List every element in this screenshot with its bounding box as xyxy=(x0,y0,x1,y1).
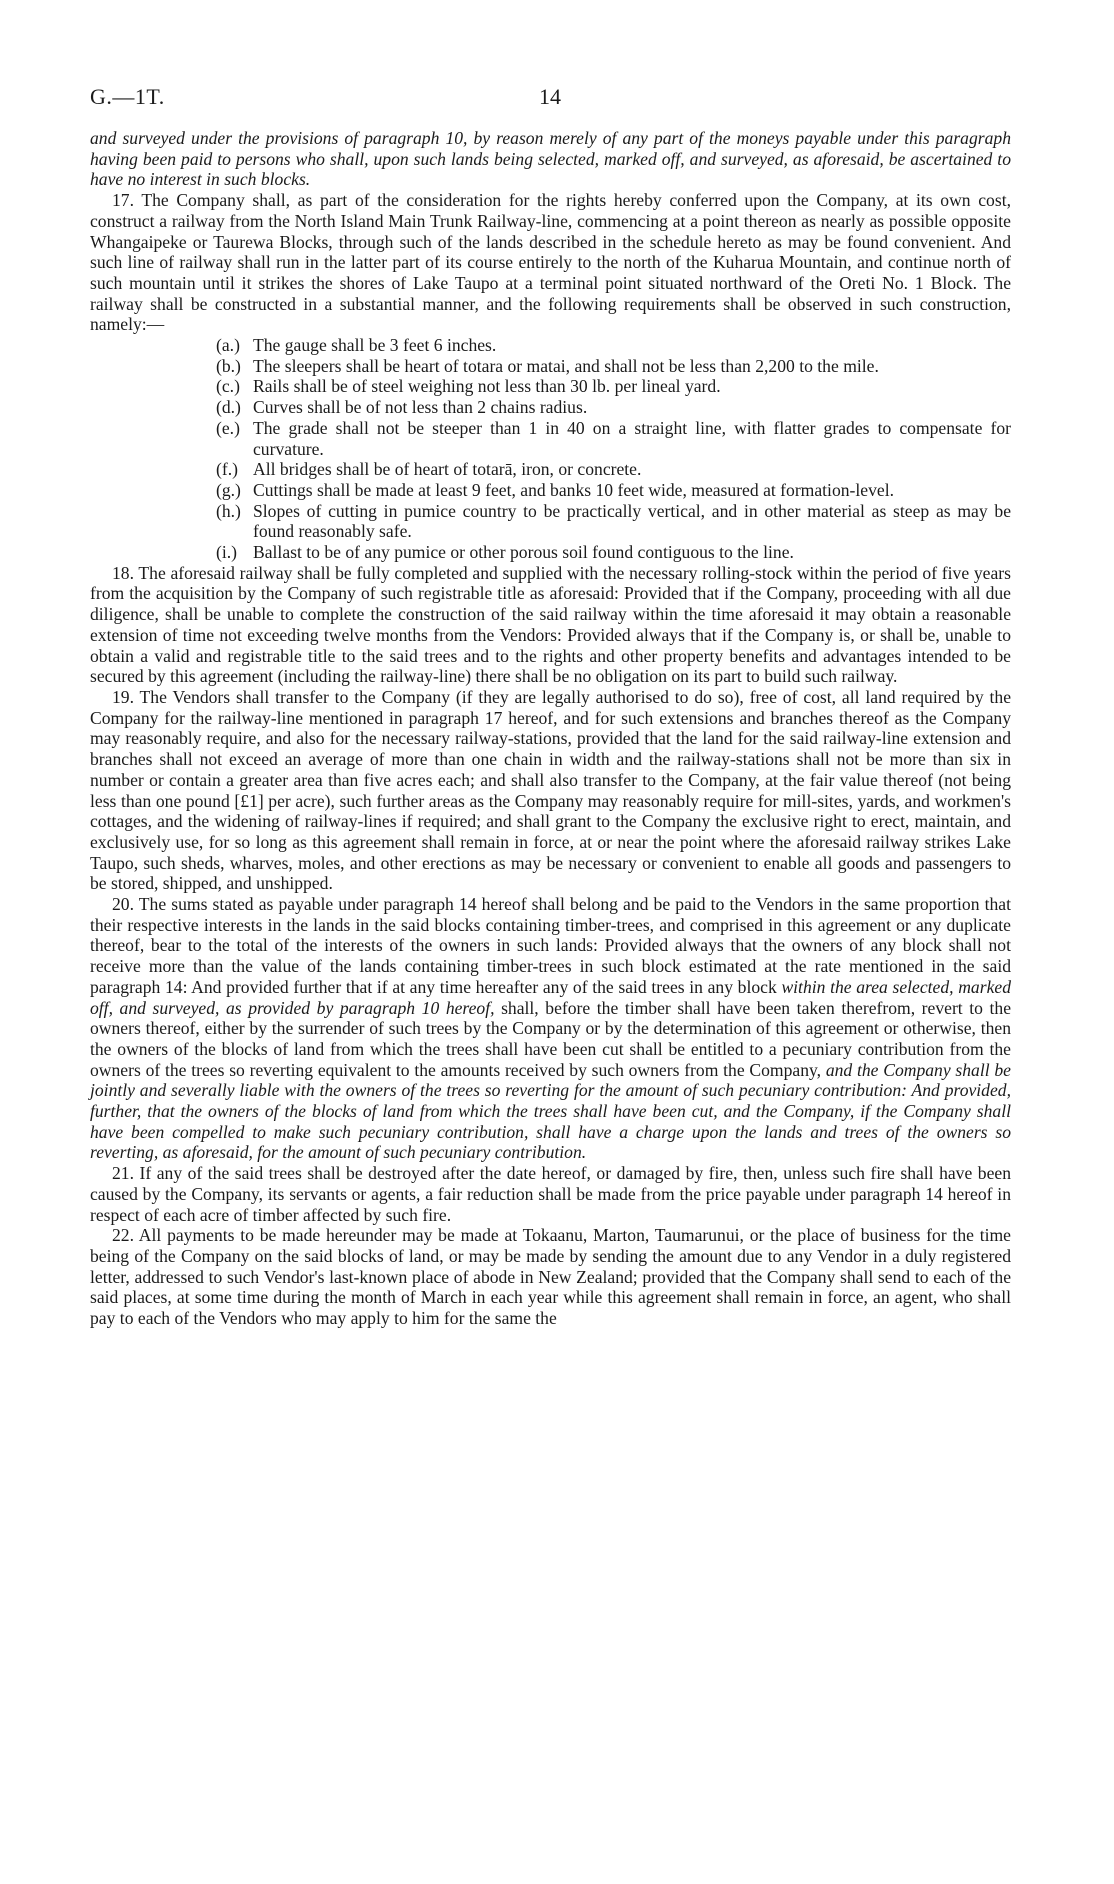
paragraph-22: 22. All payments to be made hereunder may be made at Tokaanu, Marton, Taumarunui, or the place of business for the time being of the Company on the said blocks of land, or may be made by sending the amount due to any Vendor in a duly registered letter, addressed to such Vendor's last-known place of abode in New Zealand; provided that the Company shall send to each of the said places, at some time during the month of March in each year while this agreement shall remain in force, an agent, who shall pay to each of the Vendors who may apply to him for the same the xyxy=(90,1225,1011,1329)
document-reference: G.—1T. xyxy=(90,84,165,109)
requirement-text: Slopes of cutting in pumice country to be practically vertical, and in other material as steep as may be found reasonably safe. xyxy=(253,500,1011,542)
requirement-item xyxy=(90,376,1011,397)
requirement-item xyxy=(90,418,1011,459)
requirement-text: The grade shall not be steeper than 1 in 40 on a straight line, with flatter grades to compensate for curvature. xyxy=(253,417,1011,459)
requirement-text: Rails shall be of steel weighing not less than 30 lb. per lineal yard. xyxy=(253,376,721,397)
requirement-label: (b.) xyxy=(216,355,241,376)
requirement-label: (i.) xyxy=(216,542,238,563)
requirement-label: (f.) xyxy=(216,459,238,480)
requirement-text: All bridges shall be of heart of totarā, iron, or concrete. xyxy=(253,459,642,480)
requirement-item xyxy=(90,335,1011,356)
requirement-label: (g.) xyxy=(216,479,241,500)
paragraph-17: 17. The Company shall, as part of the consideration for the rights hereby conferred upon the Company, at its own cost, construct a railway from the North Island Main Trunk Railway-line, commencing at a point thereon as nearly as possible opposite Whangaipeke or Taurewa Blocks, through such of the lands described in the schedule hereto as may be found convenient. And such line of railway shall run in the latter part of its course entirely to the north of the Kuharua Mountain, and continue north of such mountain until it strikes the shores of Lake Taupo at a terminal point situated northward of the Oreti No. 1 Block. The railway shall be constructed in a substantial manner, and the following requirements shall be observed in such construction, namely:— xyxy=(90,190,1011,335)
requirement-text: The sleepers shall be heart of totara or matai, and shall not be less than 2,200 to the mile. xyxy=(253,355,879,376)
requirement-text: Ballast to be of any pumice or other porous soil found contiguous to the line. xyxy=(253,542,794,563)
requirement-label: (c.) xyxy=(216,376,240,397)
paragraph-20-text-b: shall, before the timber shall have been taken therefrom, revert to the owners thereof, either by the surrender of such trees by the Company or by the determination of this agreement or otherwise, then the owners of the blocks of land from which the trees shall have been cut shall be entitled to a pecuniary contribution from the owners of the trees so reverting equivalent to the amounts received by such owners from the Company, xyxy=(90,997,1011,1080)
requirement-item xyxy=(90,459,1011,480)
requirement-text: Cuttings shall be made at least 9 feet, and banks 10 feet wide, measured at formation-level. xyxy=(253,479,894,500)
requirement-item xyxy=(90,542,1011,563)
requirement-text: The gauge shall be 3 feet 6 inches. xyxy=(253,335,497,356)
paragraph-21: 21. If any of the said trees shall be destroyed after the date hereof, or damaged by fire, then, unless such fire shall have been caused by the Company, its servants or agents, a fair reduction shall be made from the price payable under paragraph 14 hereof in respect of each acre of timber affected by such fire. xyxy=(90,1163,1011,1225)
requirement-item xyxy=(90,480,1011,501)
paragraph-19: 19. The Vendors shall transfer to the Company (if they are legally authorised to do so), free of cost, all land required by the Company for the railway-line mentioned in paragraph 17 hereof, and for such extensions and branches thereof as the Company may reasonably require, and also for the necessary railway-stations, provided that the land for the said railway-line extension and branches shall not exceed an average of more than one chain in width and the railway-stations shall not be more than six in number or contain a greater area than five acres each; and shall also transfer to the Company, at the fair value thereof (not being less than one pound [£1] per acre), such further areas as the Company may reasonably require for mill-sites, yards, and workmen's cottages, and the widening of railway-lines if required; and shall grant to the Company the exclusive right to erect, maintain, and exclusively use, for so long as this agreement shall remain in force, at or near the point where the aforesaid railway strikes Lake Taupo, such sheds, wharves, moles, and other erections as may be necessary or convenient to enable all goods and passengers to be stored, shipped, and unshipped. xyxy=(90,686,1011,894)
requirement-label: (d.) xyxy=(216,397,241,418)
requirement-item xyxy=(90,501,1011,542)
opening-italic-text: and surveyed under the provisions of paragraph 10, by reason merely of any part of the moneys payable under this paragraph having been paid to persons who shall, upon such lands being selected, marked off, and surveyed, as aforesaid, be ascertained to have no interest in such blocks. xyxy=(90,128,1011,190)
requirement-label: (e.) xyxy=(216,417,240,438)
paragraph-20-text-a: 20. The sums stated as payable under paragraph 14 hereof shall belong and be paid to the Vendors in the same proportion that their respective interests in the lands in the said blocks containing timber-trees, and comprised in this agreement or any duplicate thereof, bear to the total of the interests of the owners in such lands: Provided always that the owners of any block shall not receive more than the value of the lands containing timber-trees in such block estimated at the rate mentioned in the said paragraph 14: And provided further that if at any time hereafter any of the said trees in any block xyxy=(90,894,1011,997)
page-header xyxy=(90,84,1011,128)
paragraph-20-italic-a: within the area selected, marked off, and surveyed, as provided by paragraph 10 hereof, xyxy=(90,976,1011,1018)
requirement-item xyxy=(90,397,1011,418)
construction-requirements-list xyxy=(90,335,1011,563)
requirement-label: (a.) xyxy=(216,335,240,356)
paragraph-18: 18. The aforesaid railway shall be fully completed and supplied with the necessary rolling-stock within the period of five years from the acquisition by the Company of such registrable title as aforesaid: Provided that if the Company, proceeding with all due diligence, shall be unable to complete the construction of the said railway within the time aforesaid it may obtain a reasonable extension of time not exceeding twelve months from the Vendors: Provided always that if the Company is, or shall be, unable to obtain a valid and registrable title to the said trees and to the rights and other property benefits and advantages intended to be secured by this agreement (including the railway-line) there shall be no obligation on its part to build such railway. xyxy=(90,562,1011,687)
requirement-label: (h.) xyxy=(216,500,241,521)
paragraph-20 xyxy=(90,894,1011,1163)
page-number: 14 xyxy=(539,84,561,109)
requirement-text: Curves shall be of not less than 2 chains radius. xyxy=(253,397,588,418)
opening-paragraph xyxy=(90,128,1011,190)
requirement-item xyxy=(90,356,1011,377)
paragraph-20-italic-b: and the Company shall be jointly and severally liable with the owners of the trees so reverting for the amount of such pecuniary contribution: And provided, further, that the owners of the blocks of land from which the trees shall have been cut, and the Company, if the Company shall have been compelled to make such pecuniary contribution, shall have a charge upon the lands and trees of the owners so reverting, as aforesaid, for the amount of such pecuniary contribution. xyxy=(90,1059,1011,1163)
document-body xyxy=(90,128,1011,1329)
